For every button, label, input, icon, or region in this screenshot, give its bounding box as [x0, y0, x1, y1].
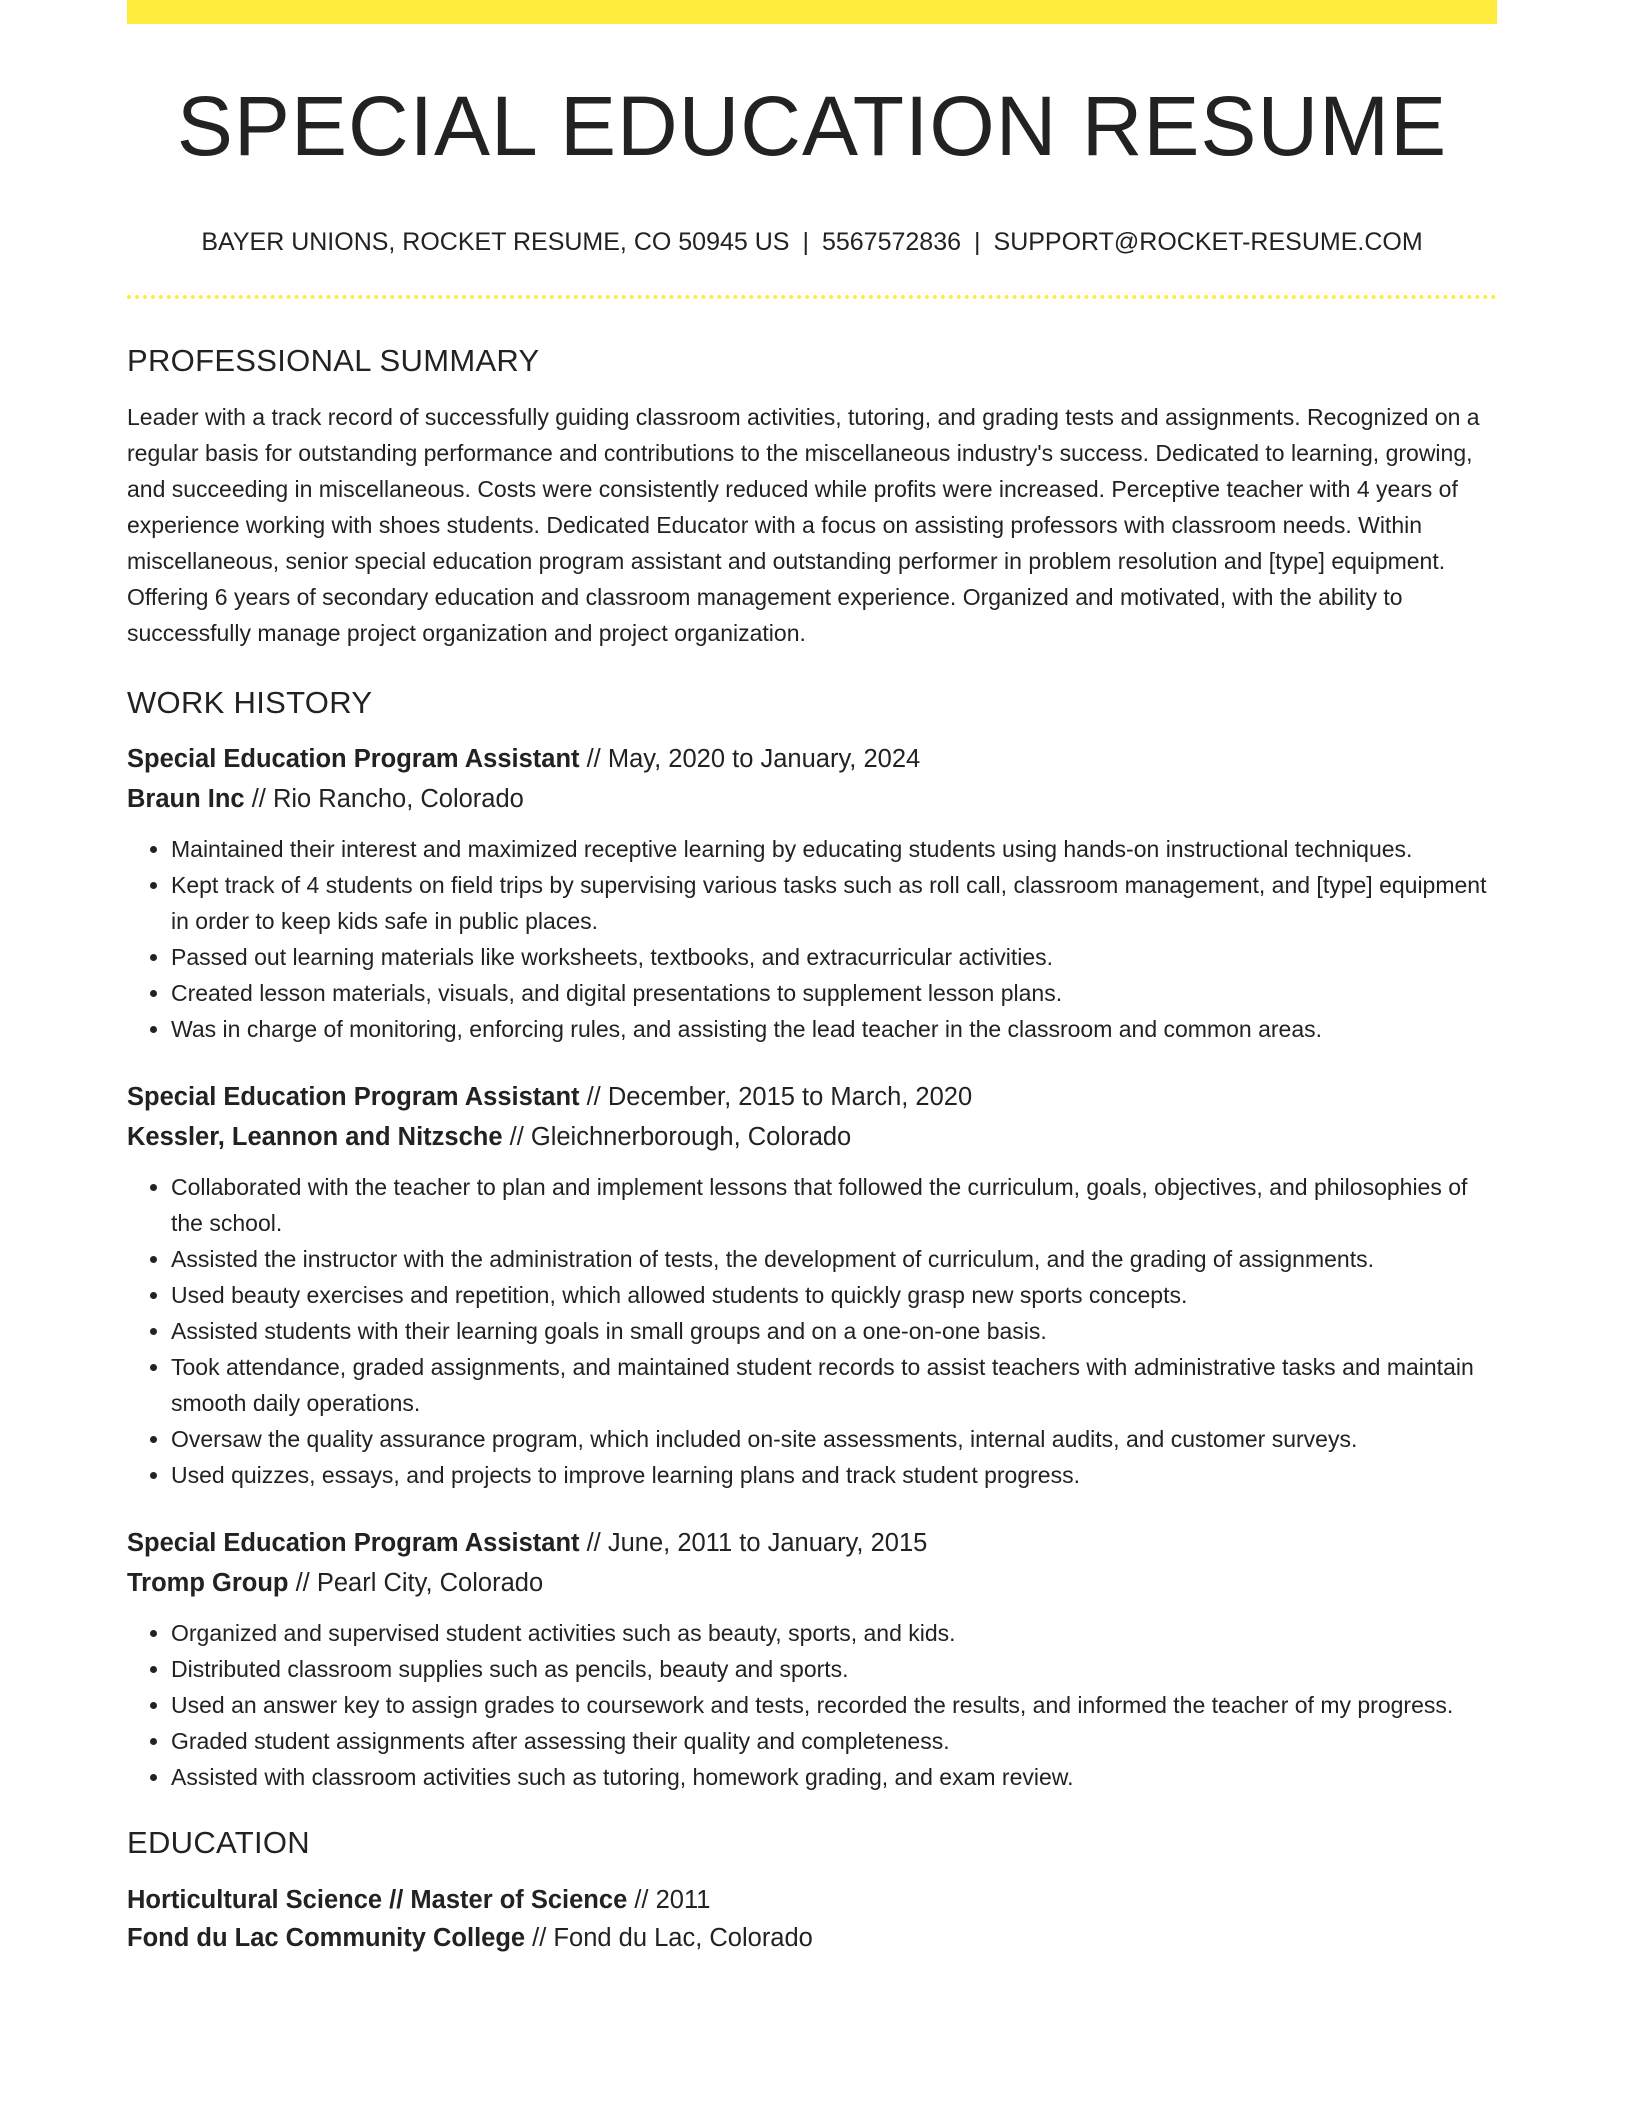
- duty-item: • Maintained their interest and maximized receptive learning by educating students using hands-on instructional techniques.: [171, 831, 1497, 867]
- duty-list: [127, 1169, 1497, 1493]
- dotted-divider: [127, 295, 1497, 299]
- job-title-line: [127, 1523, 1497, 1563]
- duty-list: [127, 831, 1497, 1047]
- contact-address: BAYER UNIONS, ROCKET RESUME, CO 50945 US: [201, 228, 790, 256]
- job-title: Special Education Program Assistant: [127, 1529, 580, 1557]
- duty-item: • Assisted with classroom activities such as tutoring, homework grading, and exam review.: [171, 1759, 1497, 1795]
- contact-phone: 5567572836: [821, 228, 962, 256]
- company-location: // Pearl City, Colorado: [288, 1569, 544, 1597]
- job-entry: [127, 1077, 1497, 1493]
- duty-item: • Was in charge of monitoring, enforcing rules, and assisting the lead teacher in the classroom and common areas.: [171, 1011, 1497, 1047]
- accent-top-bar: [127, 0, 1497, 24]
- job-title: Special Education Program Assistant: [127, 1083, 580, 1111]
- school-location: // Fond du Lac, Colorado: [525, 1924, 813, 1952]
- job-dates: // December, 2015 to March, 2020: [579, 1083, 973, 1111]
- duty-item: • Organized and supervised student activities such as beauty, sports, and kids.: [171, 1615, 1497, 1651]
- degree-name: Horticultural Science // Master of Science: [127, 1886, 628, 1914]
- company-line: [127, 1117, 1497, 1157]
- job-dates: // June, 2011 to January, 2015: [579, 1529, 928, 1557]
- resume-title: SPECIAL EDUCATION RESUME: [176, 79, 1448, 173]
- job-title-line: [127, 739, 1497, 779]
- company-name: Braun Inc: [127, 785, 245, 813]
- summary-text: Leader with a track record of successfully guiding classroom activities, tutoring, and grading tests and assignments. Recognized on a regular basis for outstanding performance and contributions to the miscellaneous industry's success. Dedicated to learning, growing, and succeeding in miscellaneous. Costs were consistently reduced while profits were increased. Perceptive teacher with 4 years of experience working with shoes students. Dedicated Educator with a focus on assisting professors with classroom needs. Within miscellaneous, senior special education program assistant and outstanding performer in problem resolution and [type] equipment. Offering 6 years of secondary education and classroom management experience. Organized and motivated, with the ability to successfully manage project organization and project organization.: [127, 404, 1480, 646]
- company-line: [127, 1563, 1497, 1603]
- duty-item: • Graded student assignments after assessing their quality and completeness.: [171, 1723, 1497, 1759]
- job-entry: [127, 739, 1497, 1047]
- duty-item: • Took attendance, graded assignments, and maintained student records to assist teachers with administrative tasks and maintain smooth daily operations.: [171, 1349, 1497, 1421]
- contact-line: [127, 228, 1497, 257]
- school-line: [127, 1919, 1497, 1957]
- resume-page: [127, 0, 1497, 1957]
- company-name: Kessler, Leannon and Nitzsche: [127, 1123, 503, 1151]
- duty-item: • Used an answer key to assign grades to coursework and tests, recorded the results, and informed the teacher of my progress.: [171, 1687, 1497, 1723]
- company-line: [127, 779, 1497, 819]
- duty-item: • Used beauty exercises and repetition, which allowed students to quickly grasp new sports concepts.: [171, 1277, 1497, 1313]
- duty-list: [127, 1615, 1497, 1795]
- contact-email: SUPPORT@ROCKET-RESUME.COM: [993, 228, 1423, 256]
- duty-item: • Distributed classroom supplies such as pencils, beauty and sports.: [171, 1651, 1497, 1687]
- company-location: // Rio Rancho, Colorado: [244, 785, 524, 813]
- job-title: Special Education Program Assistant: [127, 745, 580, 773]
- company-location: // Gleichnerborough, Colorado: [502, 1123, 852, 1151]
- duty-item: • Kept track of 4 students on field trips by supervising various tasks such as roll call, classroom management, and [type] equipment in order to keep kids safe in public places.: [171, 867, 1497, 939]
- duty-item: • Used quizzes, essays, and projects to improve learning plans and track student progress.: [171, 1457, 1497, 1493]
- contact-separator: |: [802, 228, 809, 256]
- duty-item: • Passed out learning materials like worksheets, textbooks, and extracurricular activities.: [171, 939, 1497, 975]
- duty-item: • Oversaw the quality assurance program, which included on-site assessments, internal audits, and customer surveys.: [171, 1421, 1497, 1457]
- summary-heading: PROFESSIONAL SUMMARY: [127, 343, 540, 378]
- job-dates: // May, 2020 to January, 2024: [579, 745, 921, 773]
- degree-year: // 2011: [627, 1886, 711, 1914]
- degree-line: [127, 1881, 1497, 1919]
- education-entry: [127, 1881, 1497, 1957]
- education-heading: EDUCATION: [127, 1825, 310, 1860]
- work-history-heading: WORK HISTORY: [127, 685, 373, 720]
- duty-item: • Collaborated with the teacher to plan and implement lessons that followed the curriculum, goals, objectives, and philosophies of the school.: [171, 1169, 1497, 1241]
- duty-item: • Assisted students with their learning goals in small groups and on a one-on-one basis.: [171, 1313, 1497, 1349]
- school-name: Fond du Lac Community College: [127, 1924, 526, 1952]
- duty-item: • Assisted the instructor with the administration of tests, the development of curriculum, and the grading of assignments.: [171, 1241, 1497, 1277]
- contact-separator: |: [974, 228, 981, 256]
- job-title-line: [127, 1077, 1497, 1117]
- company-name: Tromp Group: [127, 1569, 289, 1597]
- job-entry: [127, 1523, 1497, 1795]
- duty-item: • Created lesson materials, visuals, and digital presentations to supplement lesson plans.: [171, 975, 1497, 1011]
